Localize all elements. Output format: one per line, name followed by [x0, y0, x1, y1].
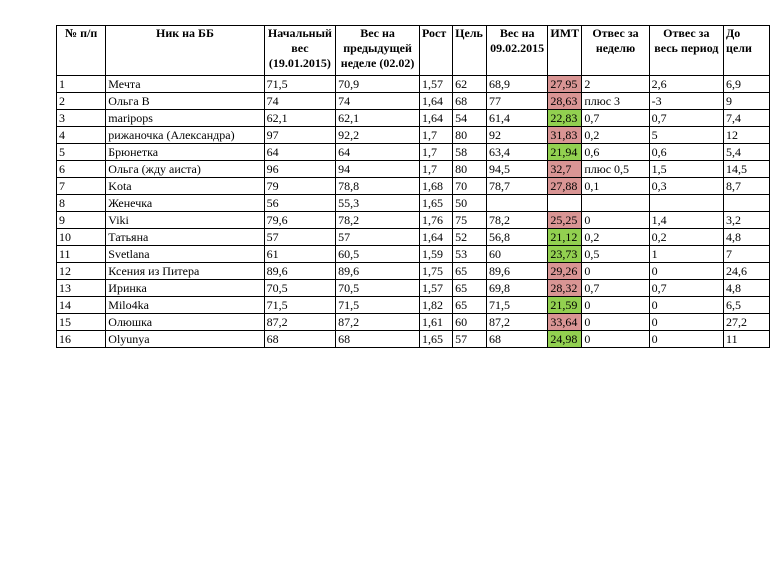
cell-current-weight: 69,8 [486, 280, 547, 297]
cell-goal: 65 [453, 263, 487, 280]
table-row [57, 212, 770, 229]
cell-nick: Milo4ka [106, 297, 264, 314]
cell-current-weight: 94,5 [486, 161, 547, 178]
cell-to-goal: 5,4 [724, 144, 770, 161]
cell-bmi: 21,94 [548, 144, 582, 161]
cell-bmi: 24,98 [548, 331, 582, 348]
cell-prev-weight: 87,2 [336, 314, 420, 331]
cell-week-loss: 0 [582, 263, 649, 280]
cell-goal: 80 [453, 127, 487, 144]
cell-goal: 57 [453, 331, 487, 348]
cell-start-weight: 56 [264, 195, 335, 212]
table-row [57, 110, 770, 127]
table-row [57, 76, 770, 93]
cell-goal: 80 [453, 161, 487, 178]
cell-prev-weight: 55,3 [336, 195, 420, 212]
cell-week-loss: 0 [582, 331, 649, 348]
cell-current-weight: 92 [486, 127, 547, 144]
cell-num: 15 [57, 314, 106, 331]
cell-start-weight: 68 [264, 331, 335, 348]
table-row [57, 314, 770, 331]
cell-total-loss: -3 [649, 93, 723, 110]
cell-height: 1,61 [419, 314, 452, 331]
cell-height: 1,75 [419, 263, 452, 280]
cell-prev-weight: 70,9 [336, 76, 420, 93]
cell-to-goal: 4,8 [724, 280, 770, 297]
weight-loss-table [56, 25, 770, 348]
cell-prev-weight: 74 [336, 93, 420, 110]
cell-prev-weight: 92,2 [336, 127, 420, 144]
cell-current-weight: 56,8 [486, 229, 547, 246]
cell-prev-weight: 78,2 [336, 212, 420, 229]
cell-prev-weight: 94 [336, 161, 420, 178]
cell-bmi: 23,73 [548, 246, 582, 263]
cell-to-goal: 14,5 [724, 161, 770, 178]
cell-total-loss: 0,7 [649, 110, 723, 127]
cell-nick: Ксения из Питера [106, 263, 264, 280]
cell-current-weight: 71,5 [486, 297, 547, 314]
cell-nick: Ольга В [106, 93, 264, 110]
cell-bmi: 28,32 [548, 280, 582, 297]
cell-goal: 52 [453, 229, 487, 246]
cell-prev-weight: 71,5 [336, 297, 420, 314]
cell-nick: Olyunya [106, 331, 264, 348]
cell-bmi: 32,7 [548, 161, 582, 178]
cell-goal: 65 [453, 280, 487, 297]
cell-prev-weight: 62,1 [336, 110, 420, 127]
col-header-prev-weight: Вес на предыдущей неделе (02.02) [336, 26, 420, 76]
cell-num: 10 [57, 229, 106, 246]
cell-current-weight [486, 195, 547, 212]
col-header-week-loss: Отвес за неделю [582, 26, 649, 76]
cell-prev-weight: 68 [336, 331, 420, 348]
cell-height: 1,82 [419, 297, 452, 314]
cell-num: 6 [57, 161, 106, 178]
cell-start-weight: 57 [264, 229, 335, 246]
cell-num: 4 [57, 127, 106, 144]
weight-loss-table-container [56, 25, 770, 348]
cell-num: 7 [57, 178, 106, 195]
cell-goal: 53 [453, 246, 487, 263]
cell-to-goal: 6,5 [724, 297, 770, 314]
cell-total-loss: 2,6 [649, 76, 723, 93]
cell-week-loss [582, 195, 649, 212]
cell-total-loss: 0 [649, 314, 723, 331]
table-row [57, 144, 770, 161]
table-row [57, 178, 770, 195]
cell-height: 1,7 [419, 127, 452, 144]
cell-total-loss: 0,3 [649, 178, 723, 195]
cell-bmi: 31,83 [548, 127, 582, 144]
cell-num: 3 [57, 110, 106, 127]
cell-to-goal: 6,9 [724, 76, 770, 93]
cell-height: 1,65 [419, 195, 452, 212]
cell-start-weight: 74 [264, 93, 335, 110]
cell-num: 1 [57, 76, 106, 93]
cell-start-weight: 61 [264, 246, 335, 263]
cell-current-weight: 78,2 [486, 212, 547, 229]
cell-prev-weight: 78,8 [336, 178, 420, 195]
cell-goal: 58 [453, 144, 487, 161]
cell-to-goal: 7,4 [724, 110, 770, 127]
cell-nick: Олюшка [106, 314, 264, 331]
cell-goal: 54 [453, 110, 487, 127]
cell-nick: Мечта [106, 76, 264, 93]
cell-start-weight: 70,5 [264, 280, 335, 297]
table-row [57, 263, 770, 280]
cell-height: 1,65 [419, 331, 452, 348]
cell-week-loss: 0 [582, 314, 649, 331]
cell-current-weight: 78,7 [486, 178, 547, 195]
cell-height: 1,76 [419, 212, 452, 229]
table-row [57, 331, 770, 348]
col-header-current-weight: Вес на 09.02.2015 [486, 26, 547, 76]
cell-height: 1,7 [419, 161, 452, 178]
cell-height: 1,64 [419, 110, 452, 127]
cell-current-weight: 68 [486, 331, 547, 348]
cell-nick: maripops [106, 110, 264, 127]
cell-current-weight: 87,2 [486, 314, 547, 331]
cell-goal: 75 [453, 212, 487, 229]
cell-week-loss: 0 [582, 212, 649, 229]
cell-height: 1,7 [419, 144, 452, 161]
cell-start-weight: 79 [264, 178, 335, 195]
cell-to-goal: 3,2 [724, 212, 770, 229]
cell-nick: Брюнетка [106, 144, 264, 161]
cell-to-goal: 8,7 [724, 178, 770, 195]
cell-height: 1,57 [419, 280, 452, 297]
cell-to-goal: 7 [724, 246, 770, 263]
cell-week-loss: 0,5 [582, 246, 649, 263]
cell-goal: 50 [453, 195, 487, 212]
cell-bmi: 21,12 [548, 229, 582, 246]
col-header-to-goal: До цели [724, 26, 770, 76]
cell-nick: Kota [106, 178, 264, 195]
cell-bmi: 22,83 [548, 110, 582, 127]
cell-to-goal: 4,8 [724, 229, 770, 246]
cell-bmi: 27,88 [548, 178, 582, 195]
cell-nick: рижаночка (Александра) [106, 127, 264, 144]
cell-week-loss: 0 [582, 297, 649, 314]
cell-nick: Ольга (жду аиста) [106, 161, 264, 178]
cell-nick: Иринка [106, 280, 264, 297]
cell-week-loss: 0,7 [582, 280, 649, 297]
cell-bmi [548, 195, 582, 212]
cell-goal: 70 [453, 178, 487, 195]
cell-total-loss: 1,5 [649, 161, 723, 178]
cell-total-loss: 1,4 [649, 212, 723, 229]
cell-week-loss: 0,2 [582, 127, 649, 144]
cell-current-weight: 77 [486, 93, 547, 110]
cell-height: 1,59 [419, 246, 452, 263]
cell-prev-weight: 70,5 [336, 280, 420, 297]
col-header-height: Рост [419, 26, 452, 76]
table-row [57, 246, 770, 263]
cell-week-loss: 0,2 [582, 229, 649, 246]
cell-current-weight: 61,4 [486, 110, 547, 127]
cell-bmi: 25,25 [548, 212, 582, 229]
cell-num: 8 [57, 195, 106, 212]
table-row [57, 280, 770, 297]
col-header-num: № п/п [57, 26, 106, 76]
table-body [57, 76, 770, 348]
cell-start-weight: 96 [264, 161, 335, 178]
cell-current-weight: 89,6 [486, 263, 547, 280]
cell-week-loss: 0,6 [582, 144, 649, 161]
cell-total-loss: 0,2 [649, 229, 723, 246]
cell-start-weight: 71,5 [264, 76, 335, 93]
table-row [57, 93, 770, 110]
cell-week-loss: 0,7 [582, 110, 649, 127]
header-row [57, 26, 770, 76]
cell-height: 1,57 [419, 76, 452, 93]
cell-to-goal [724, 195, 770, 212]
cell-prev-weight: 89,6 [336, 263, 420, 280]
cell-nick: Viki [106, 212, 264, 229]
cell-start-weight: 71,5 [264, 297, 335, 314]
cell-bmi: 28,63 [548, 93, 582, 110]
cell-start-weight: 62,1 [264, 110, 335, 127]
cell-num: 11 [57, 246, 106, 263]
cell-nick: Женечка [106, 195, 264, 212]
table-row [57, 195, 770, 212]
cell-prev-weight: 57 [336, 229, 420, 246]
cell-total-loss: 0 [649, 297, 723, 314]
cell-prev-weight: 64 [336, 144, 420, 161]
cell-bmi: 29,26 [548, 263, 582, 280]
cell-current-weight: 60 [486, 246, 547, 263]
table-row [57, 229, 770, 246]
cell-to-goal: 27,2 [724, 314, 770, 331]
cell-bmi: 21,59 [548, 297, 582, 314]
cell-goal: 60 [453, 314, 487, 331]
col-header-nick: Ник на ББ [106, 26, 264, 76]
table-row [57, 127, 770, 144]
cell-num: 2 [57, 93, 106, 110]
cell-start-weight: 79,6 [264, 212, 335, 229]
cell-to-goal: 9 [724, 93, 770, 110]
table-row [57, 297, 770, 314]
cell-total-loss: 5 [649, 127, 723, 144]
cell-week-loss: плюс 3 [582, 93, 649, 110]
cell-week-loss: 0,1 [582, 178, 649, 195]
cell-num: 12 [57, 263, 106, 280]
cell-total-loss: 0 [649, 331, 723, 348]
cell-start-weight: 64 [264, 144, 335, 161]
cell-num: 16 [57, 331, 106, 348]
cell-height: 1,68 [419, 178, 452, 195]
cell-num: 13 [57, 280, 106, 297]
cell-total-loss [649, 195, 723, 212]
cell-bmi: 27,95 [548, 76, 582, 93]
col-header-total-loss: Отвес за весь период [649, 26, 723, 76]
cell-start-weight: 87,2 [264, 314, 335, 331]
cell-start-weight: 89,6 [264, 263, 335, 280]
cell-num: 14 [57, 297, 106, 314]
cell-num: 5 [57, 144, 106, 161]
cell-current-weight: 68,9 [486, 76, 547, 93]
cell-current-weight: 63,4 [486, 144, 547, 161]
cell-week-loss: 2 [582, 76, 649, 93]
cell-height: 1,64 [419, 229, 452, 246]
cell-bmi: 33,64 [548, 314, 582, 331]
cell-total-loss: 1 [649, 246, 723, 263]
cell-total-loss: 0 [649, 263, 723, 280]
cell-to-goal: 12 [724, 127, 770, 144]
cell-start-weight: 97 [264, 127, 335, 144]
col-header-goal: Цель [453, 26, 487, 76]
cell-nick: Svetlana [106, 246, 264, 263]
cell-prev-weight: 60,5 [336, 246, 420, 263]
cell-num: 9 [57, 212, 106, 229]
table-row [57, 161, 770, 178]
cell-total-loss: 0,6 [649, 144, 723, 161]
cell-goal: 65 [453, 297, 487, 314]
col-header-start-weight: Начальный вес (19.01.2015) [264, 26, 335, 76]
cell-to-goal: 11 [724, 331, 770, 348]
cell-to-goal: 24,6 [724, 263, 770, 280]
cell-total-loss: 0,7 [649, 280, 723, 297]
cell-nick: Татьяна [106, 229, 264, 246]
cell-goal: 62 [453, 76, 487, 93]
cell-week-loss: плюс 0,5 [582, 161, 649, 178]
cell-goal: 68 [453, 93, 487, 110]
cell-height: 1,64 [419, 93, 452, 110]
col-header-bmi: ИМТ [548, 26, 582, 76]
